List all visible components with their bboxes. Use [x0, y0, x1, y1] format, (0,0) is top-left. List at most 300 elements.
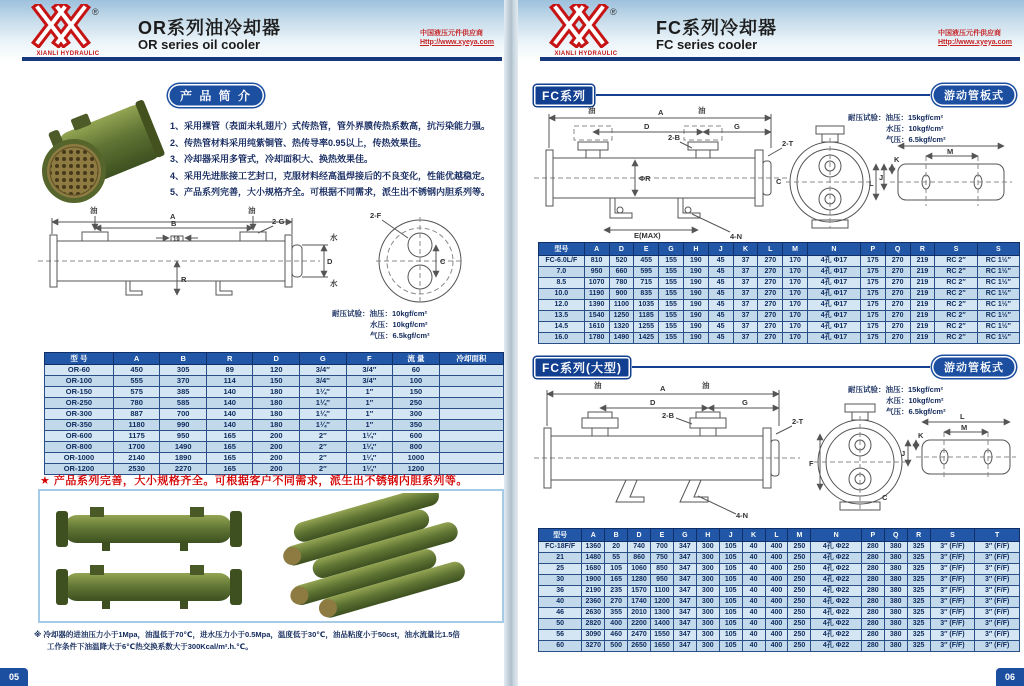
- dim-label-a: A: [660, 384, 666, 393]
- model-cell: OR-100: [45, 376, 114, 387]
- value-cell: 180: [253, 409, 300, 420]
- table-row: [45, 376, 504, 387]
- model-cell: FC-6.0L/F: [539, 256, 585, 267]
- value-cell: 400: [605, 619, 628, 630]
- model-cell: 25: [539, 564, 582, 575]
- cooler-photo: [56, 507, 242, 551]
- value-cell: 175: [860, 278, 885, 289]
- value-cell: 280: [861, 630, 884, 641]
- value-cell: 3″ (F/F): [975, 553, 1020, 564]
- model-cell: OR-150: [45, 387, 114, 398]
- brand-logo: [28, 4, 108, 57]
- value-cell: 4孔 Φ17: [808, 300, 861, 311]
- value-cell: 45: [708, 311, 733, 322]
- value-cell: 300: [696, 575, 719, 586]
- value-cell: 1610: [584, 322, 609, 333]
- column-header: E: [651, 529, 674, 542]
- value-cell: 2270: [160, 464, 207, 475]
- pressure-label: 耐压试验：: [848, 385, 886, 394]
- model-cell: OR-1000: [45, 453, 114, 464]
- value-cell: 2360: [582, 597, 605, 608]
- model-cell: 56: [539, 630, 582, 641]
- section-header-fc: [534, 84, 1016, 106]
- page-header: [0, 0, 506, 62]
- page-or-series: [0, 0, 506, 686]
- column-header: J: [719, 529, 742, 542]
- dim-label-d: D: [644, 122, 650, 131]
- dim-label-k: K: [894, 155, 900, 164]
- value-cell: 325: [907, 630, 930, 641]
- value-cell: 1740: [628, 597, 651, 608]
- page-number-left: 05: [0, 668, 28, 686]
- value-cell: 450: [113, 365, 160, 376]
- value-cell: 170: [783, 333, 808, 344]
- fc-large-end-view: [814, 404, 906, 510]
- value-cell: 270: [885, 256, 910, 267]
- value-cell: 170: [783, 267, 808, 278]
- cooler-pile: [271, 493, 471, 621]
- value-cell: 400: [765, 597, 788, 608]
- table-row: [45, 387, 504, 398]
- value-cell: 380: [884, 586, 907, 597]
- value-cell: 105: [719, 641, 742, 652]
- value-cell: 45: [708, 300, 733, 311]
- table-row: [539, 256, 1020, 267]
- column-header: R: [910, 243, 935, 256]
- value-cell: 370: [160, 376, 207, 387]
- value-cell: 325: [907, 619, 930, 630]
- value-cell: 190: [683, 333, 708, 344]
- value-cell: 1100: [609, 300, 634, 311]
- value-cell: 1200: [651, 597, 674, 608]
- value-cell: 575: [113, 387, 160, 398]
- value-cell: 400: [765, 641, 788, 652]
- column-header: A: [584, 243, 609, 256]
- value-cell: 520: [609, 256, 634, 267]
- value-cell: 1650: [651, 641, 674, 652]
- value-cell: 1¼″: [300, 398, 347, 409]
- value-cell: 219: [910, 300, 935, 311]
- value-cell: 235: [605, 586, 628, 597]
- page-title-cn: OR系列油冷却器: [138, 18, 281, 38]
- value-cell: 140: [206, 387, 253, 398]
- section-line: [632, 366, 930, 368]
- value-cell: 175: [860, 333, 885, 344]
- feature-item: 4、采用先进胀接工艺封口，克服材料经高温焊接后的不良变化，性能优越稳定。: [170, 170, 491, 181]
- table-row: [539, 278, 1020, 289]
- value-cell: 780: [113, 398, 160, 409]
- ports-top-label: 2-G: [272, 217, 285, 226]
- model-cell: OR-250: [45, 398, 114, 409]
- supplier-slogan: 中国液压元件供应商: [937, 30, 1001, 37]
- value-cell: 250: [788, 641, 811, 652]
- column-header: B: [605, 529, 628, 542]
- value-cell: 219: [910, 311, 935, 322]
- column-header: R: [907, 529, 930, 542]
- value-cell: 105: [719, 564, 742, 575]
- value-cell: 3″ (F/F): [975, 564, 1020, 575]
- dim-label-l: L: [869, 179, 874, 188]
- table-row: [539, 542, 1020, 553]
- value-cell: [439, 387, 503, 398]
- value-cell: 45: [708, 256, 733, 267]
- value-cell: 165: [206, 464, 253, 475]
- model-cell: 10.0: [539, 289, 585, 300]
- value-cell: 3″ (F/F): [975, 630, 1020, 641]
- ports-label-2b: 2-B: [662, 411, 675, 420]
- value-cell: 4孔 Φ22: [811, 641, 862, 652]
- value-cell: 4孔 Φ22: [811, 586, 862, 597]
- value-cell: RC 2″: [935, 311, 977, 322]
- value-cell: 170: [783, 311, 808, 322]
- dim-label-f: F: [809, 459, 814, 468]
- value-cell: 400: [765, 542, 788, 553]
- value-cell: 4孔 Φ22: [811, 597, 862, 608]
- dim-label-m: M: [961, 423, 968, 432]
- value-cell: 305: [160, 365, 207, 376]
- table-row: [45, 453, 504, 464]
- value-cell: 325: [907, 564, 930, 575]
- value-cell: 4孔 Φ22: [811, 553, 862, 564]
- value-cell: RC 1½″: [977, 256, 1019, 267]
- value-cell: 190: [683, 322, 708, 333]
- value-cell: 1180: [113, 420, 160, 431]
- value-cell: 3″ (F/F): [930, 564, 975, 575]
- value-cell: 380: [884, 575, 907, 586]
- value-cell: 190: [683, 300, 708, 311]
- photo-single-coolers: [48, 495, 260, 619]
- supplier-url: Http://www.xyeya.com: [937, 38, 1012, 46]
- value-cell: 1190: [584, 289, 609, 300]
- value-cell: 300: [696, 542, 719, 553]
- value-cell: 4孔 Φ22: [811, 575, 862, 586]
- value-cell: 347: [673, 542, 696, 553]
- value-cell: 585: [160, 398, 207, 409]
- value-cell: 740: [628, 542, 651, 553]
- pressure-spec-fc: [848, 112, 946, 145]
- model-cell: 21: [539, 553, 582, 564]
- value-cell: 3″ (F/F): [930, 641, 975, 652]
- value-cell: 460: [605, 630, 628, 641]
- dim-label-19: 19: [173, 237, 180, 243]
- value-cell: 280: [861, 542, 884, 553]
- value-cell: 155: [659, 256, 684, 267]
- value-cell: 2820: [582, 619, 605, 630]
- page-header: [518, 0, 1024, 62]
- model-cell: OR-60: [45, 365, 114, 376]
- value-cell: 660: [609, 267, 634, 278]
- table-row: [45, 431, 504, 442]
- value-cell: 40: [742, 542, 765, 553]
- table-row: [45, 420, 504, 431]
- value-cell: 1060: [628, 564, 651, 575]
- value-cell: 250: [788, 619, 811, 630]
- value-cell: 715: [634, 278, 659, 289]
- value-cell: 300: [696, 564, 719, 575]
- value-cell: 165: [206, 453, 253, 464]
- value-cell: 1550: [651, 630, 674, 641]
- value-cell: 380: [884, 619, 907, 630]
- table-row: [539, 333, 1020, 344]
- value-cell: 2650: [628, 641, 651, 652]
- value-cell: 280: [861, 575, 884, 586]
- xianli-logo-icon: [28, 4, 108, 48]
- value-cell: 45: [708, 333, 733, 344]
- value-cell: 37: [733, 278, 758, 289]
- value-cell: 3″ (F/F): [975, 608, 1020, 619]
- oil-port-label: 油: [698, 106, 706, 115]
- table-row: [45, 365, 504, 376]
- value-cell: 1¼″: [300, 409, 347, 420]
- value-cell: 270: [758, 333, 783, 344]
- value-cell: 325: [907, 542, 930, 553]
- value-cell: 1″: [346, 387, 393, 398]
- value-cell: 170: [783, 289, 808, 300]
- value-cell: 300: [696, 553, 719, 564]
- value-cell: 347: [673, 586, 696, 597]
- value-cell: 1490: [609, 333, 634, 344]
- value-cell: 175: [860, 311, 885, 322]
- value-cell: 810: [584, 256, 609, 267]
- value-cell: 270: [885, 278, 910, 289]
- table-row: [539, 289, 1020, 300]
- value-cell: 40: [742, 586, 765, 597]
- value-cell: 3/4″: [300, 376, 347, 387]
- value-cell: 3″ (F/F): [930, 553, 975, 564]
- value-cell: 1255: [634, 322, 659, 333]
- value-cell: 40: [742, 630, 765, 641]
- value-cell: 270: [758, 289, 783, 300]
- photo-gallery: [38, 489, 504, 623]
- value-cell: 385: [160, 387, 207, 398]
- value-cell: 900: [609, 289, 634, 300]
- value-cell: 380: [884, 641, 907, 652]
- value-cell: 300: [696, 586, 719, 597]
- value-cell: 780: [609, 278, 634, 289]
- column-header: D: [628, 529, 651, 542]
- pressure-oil: 油压：15kgf/cm²: [885, 385, 944, 394]
- value-cell: 3/4″: [300, 365, 347, 376]
- value-cell: 400: [765, 564, 788, 575]
- pressure-spec-fc-large: [848, 384, 946, 417]
- value-cell: 3″ (F/F): [930, 597, 975, 608]
- table-row: [45, 398, 504, 409]
- value-cell: 270: [605, 597, 628, 608]
- column-header: A: [582, 529, 605, 542]
- value-cell: 175: [860, 300, 885, 311]
- value-cell: RC 1½″: [977, 333, 1019, 344]
- value-cell: 270: [758, 278, 783, 289]
- model-cell: 46: [539, 608, 582, 619]
- technical-drawing-fc: [530, 104, 1022, 240]
- value-cell: 37: [733, 267, 758, 278]
- page-title: [656, 18, 777, 52]
- value-cell: 140: [206, 409, 253, 420]
- page-number-right: 06: [996, 668, 1024, 686]
- value-cell: 165: [206, 431, 253, 442]
- column-header: Q: [885, 243, 910, 256]
- value-cell: 950: [160, 431, 207, 442]
- section-badge: FC系列(大型): [534, 357, 630, 378]
- value-cell: 1¼″: [346, 453, 393, 464]
- column-header: S: [930, 529, 975, 542]
- value-cell: 325: [907, 586, 930, 597]
- value-cell: 347: [673, 608, 696, 619]
- value-cell: 105: [719, 553, 742, 564]
- value-cell: 400: [765, 575, 788, 586]
- feature-item: 3、冷却器采用多管式，冷却面积大、换热效果佳。: [170, 154, 374, 164]
- value-cell: 45: [708, 289, 733, 300]
- value-cell: 3″ (F/F): [975, 597, 1020, 608]
- value-cell: 2″: [300, 431, 347, 442]
- value-cell: 45: [708, 322, 733, 333]
- value-cell: 400: [765, 553, 788, 564]
- model-cell: 13.5: [539, 311, 585, 322]
- column-header: M: [788, 529, 811, 542]
- value-cell: 170: [783, 256, 808, 267]
- column-header: G: [673, 529, 696, 542]
- table-row: [539, 564, 1020, 575]
- fc-side-view: [534, 114, 790, 232]
- value-cell: 20: [605, 542, 628, 553]
- value-cell: 4孔 Φ17: [808, 311, 861, 322]
- supplier-info: [420, 30, 494, 47]
- dim-label-d: D: [650, 398, 656, 407]
- value-cell: 4孔 Φ22: [811, 564, 862, 575]
- value-cell: 270: [758, 256, 783, 267]
- value-cell: [439, 365, 503, 376]
- value-cell: 1360: [582, 542, 605, 553]
- intro-badge: [168, 84, 264, 107]
- table-row: [539, 619, 1020, 630]
- column-header: 冷却面积: [439, 353, 503, 365]
- value-cell: 190: [683, 278, 708, 289]
- value-cell: RC 2″: [935, 289, 977, 300]
- value-cell: RC 1½″: [977, 267, 1019, 278]
- value-cell: 1320: [609, 322, 634, 333]
- column-header: 型号: [539, 243, 585, 256]
- value-cell: 170: [783, 322, 808, 333]
- table-row: [539, 300, 1020, 311]
- value-cell: 400: [765, 608, 788, 619]
- pressure-spec-or: [332, 308, 430, 341]
- feature-item: 2、传热管材料采用纯紫铜管、热传导率0.95以上，传热效果佳。: [170, 137, 427, 148]
- value-cell: 555: [113, 376, 160, 387]
- value-cell: 190: [683, 289, 708, 300]
- value-cell: RC 2″: [935, 300, 977, 311]
- feature-list: [170, 118, 506, 201]
- value-cell: [439, 453, 503, 464]
- column-header: A: [113, 353, 160, 365]
- value-cell: [439, 398, 503, 409]
- model-cell: OR-350: [45, 420, 114, 431]
- value-cell: 155: [659, 322, 684, 333]
- value-cell: 280: [861, 619, 884, 630]
- value-cell: 219: [910, 333, 935, 344]
- value-cell: 380: [884, 597, 907, 608]
- value-cell: 40: [742, 553, 765, 564]
- value-cell: 155: [659, 267, 684, 278]
- value-cell: 4孔 Φ17: [808, 289, 861, 300]
- section-header-fc-large: [534, 356, 1016, 378]
- value-cell: 270: [885, 289, 910, 300]
- value-cell: 105: [719, 542, 742, 553]
- value-cell: [439, 376, 503, 387]
- page-title-cn: FC系列冷却器: [656, 18, 777, 38]
- column-header: N: [808, 243, 861, 256]
- model-cell: 16.0: [539, 333, 585, 344]
- column-header: D: [609, 243, 634, 256]
- value-cell: 700: [160, 409, 207, 420]
- value-cell: 45: [708, 278, 733, 289]
- pressure-water: 水压：10kgf/cm²: [886, 124, 944, 133]
- value-cell: 150: [253, 376, 300, 387]
- value-cell: 347: [673, 564, 696, 575]
- page-fc-series: [518, 0, 1024, 686]
- column-header: N: [811, 529, 862, 542]
- table-row: [539, 553, 1020, 564]
- column-header: Q: [884, 529, 907, 542]
- table-row: [539, 267, 1020, 278]
- value-cell: 40: [742, 564, 765, 575]
- value-cell: 270: [885, 300, 910, 311]
- value-cell: 105: [719, 575, 742, 586]
- value-cell: 280: [861, 553, 884, 564]
- value-cell: 89: [206, 365, 253, 376]
- value-cell: 325: [907, 553, 930, 564]
- pressure-water: 水压：10kgf/cm²: [886, 396, 944, 405]
- value-cell: 347: [673, 553, 696, 564]
- value-cell: 300: [696, 641, 719, 652]
- oil-port-label: 油: [90, 206, 98, 215]
- value-cell: 40: [742, 597, 765, 608]
- value-cell: 860: [628, 553, 651, 564]
- table-row: [539, 630, 1020, 641]
- table-row: [539, 641, 1020, 652]
- value-cell: 2″: [300, 442, 347, 453]
- value-cell: 1480: [582, 553, 605, 564]
- value-cell: 3270: [582, 641, 605, 652]
- value-cell: 835: [634, 289, 659, 300]
- column-header: L: [758, 243, 783, 256]
- pressure-label: 耐压试验：: [848, 113, 886, 122]
- value-cell: RC 2″: [935, 278, 977, 289]
- value-cell: 40: [742, 619, 765, 630]
- value-cell: [439, 420, 503, 431]
- column-header: K: [733, 243, 758, 256]
- value-cell: 2″: [300, 453, 347, 464]
- pressure-air: 气压：6.5kgf/cm²: [370, 331, 430, 340]
- value-cell: 190: [683, 267, 708, 278]
- value-cell: 140: [206, 420, 253, 431]
- table-row: [539, 311, 1020, 322]
- dim-label-l: L: [960, 412, 965, 421]
- value-cell: 4孔 Φ17: [808, 267, 861, 278]
- value-cell: RC 2″: [935, 333, 977, 344]
- value-cell: 1100: [651, 586, 674, 597]
- value-cell: 1280: [628, 575, 651, 586]
- value-cell: 270: [885, 333, 910, 344]
- value-cell: 280: [861, 564, 884, 575]
- model-cell: OR-300: [45, 409, 114, 420]
- value-cell: 300: [696, 619, 719, 630]
- value-cell: 3″ (F/F): [930, 608, 975, 619]
- value-cell: 4孔 Φ22: [811, 542, 862, 553]
- value-cell: 4孔 Φ22: [811, 608, 862, 619]
- value-cell: 1425: [634, 333, 659, 344]
- value-cell: 270: [885, 267, 910, 278]
- table-row: [539, 322, 1020, 333]
